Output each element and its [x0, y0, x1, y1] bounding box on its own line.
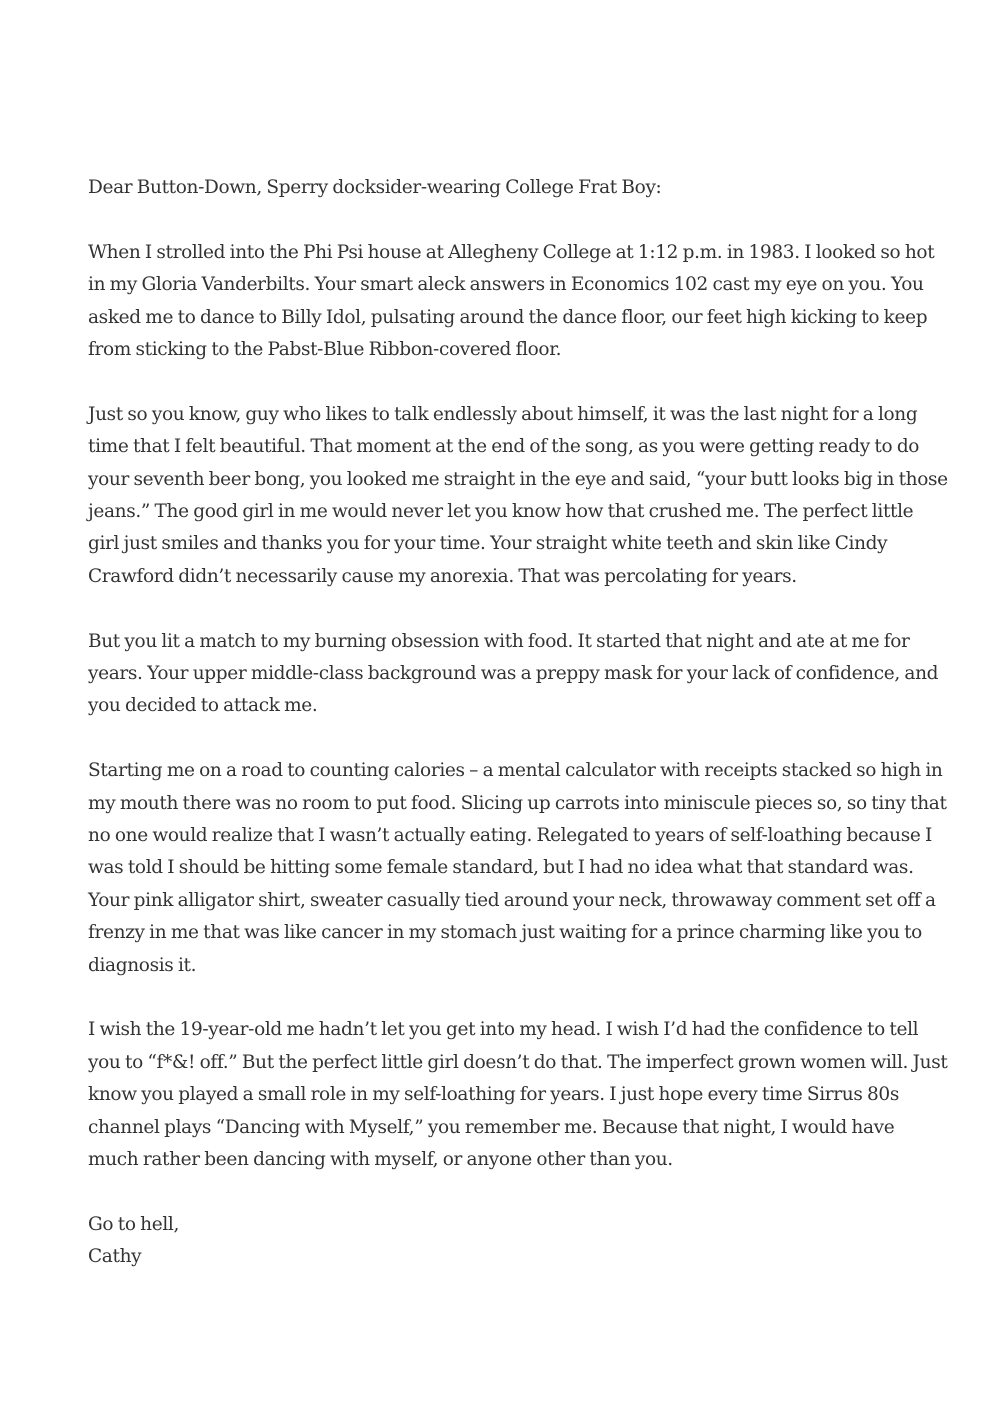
signature: Cathy: [88, 1246, 142, 1268]
letter-body: [88, 172, 948, 1274]
paragraph-5: I wish the 19-year-old me hadn’t let you get into my head. I wish I’d had the confidence to tell you to “f*&! off.” But the perfect little girl doesn’t do that. The imperfect grown women will. Just know you played a small role in my self-loathing for years. I just hope every time Sirrus 80s channel plays “Dancing with Myself,” you remember me. Because that night, I would have much rather been dancing with myself, or anyone other than you.: [88, 1019, 948, 1171]
salutation: Dear Button-Down, Sperry docksider-wearing College Frat Boy:: [88, 177, 662, 198]
paragraph-2: Just so you know, guy who likes to talk endlessly about himself, it was the last night for a long time that I felt beautiful. That moment at the end of the song, as you were getting ready to do your seventh beer bong, you looked me straight in the eye and said, “your butt looks big in those jeans.” The good girl in me would never let you know how that crushed me. The perfect little girl just smiles and thanks you for your time. Your straight white teeth and skin like Cindy Crawford didn’t necessarily cause my anorexia. That was percolating for years.: [88, 403, 948, 587]
paragraph-3: But you lit a match to my burning obsession with food. It started that night and ate at me for years. Your upper middle-class background was a preppy mask for your lack of confidence, and you decided to attack me.: [88, 630, 939, 717]
paragraph-1: When I strolled into the Phi Psi house at Allegheny College at 1:12 p.m. in 1983. I looked so hot in my Gloria Vanderbilts. Your smart aleck answers in Economics 102 cast my eye on you. You asked me to dance to Billy Idol, pulsating around the dance floor, our feet high kicking to keep from sticking to the Pabst-Blue Ribbon-covered floor.: [88, 241, 935, 361]
closing: Go to hell,: [88, 1213, 179, 1235]
paragraph-4: Starting me on a road to counting calories – a mental calculator with receipts stacked so high in my mouth there was no room to put food. Slicing up carrots into miniscule pieces so, so tiny that no one would realize that I wasn’t actually eating. Relegated to years of self-loathing because I was told I should be hitting some female standard, but I had no idea what that standard was. Your pink alligator shirt, sweater casually tied around your neck, throwaway comment set off a frenzy in me that was like cancer in my stomach just waiting for a prince charming like you to diagnosis it.: [88, 760, 947, 976]
